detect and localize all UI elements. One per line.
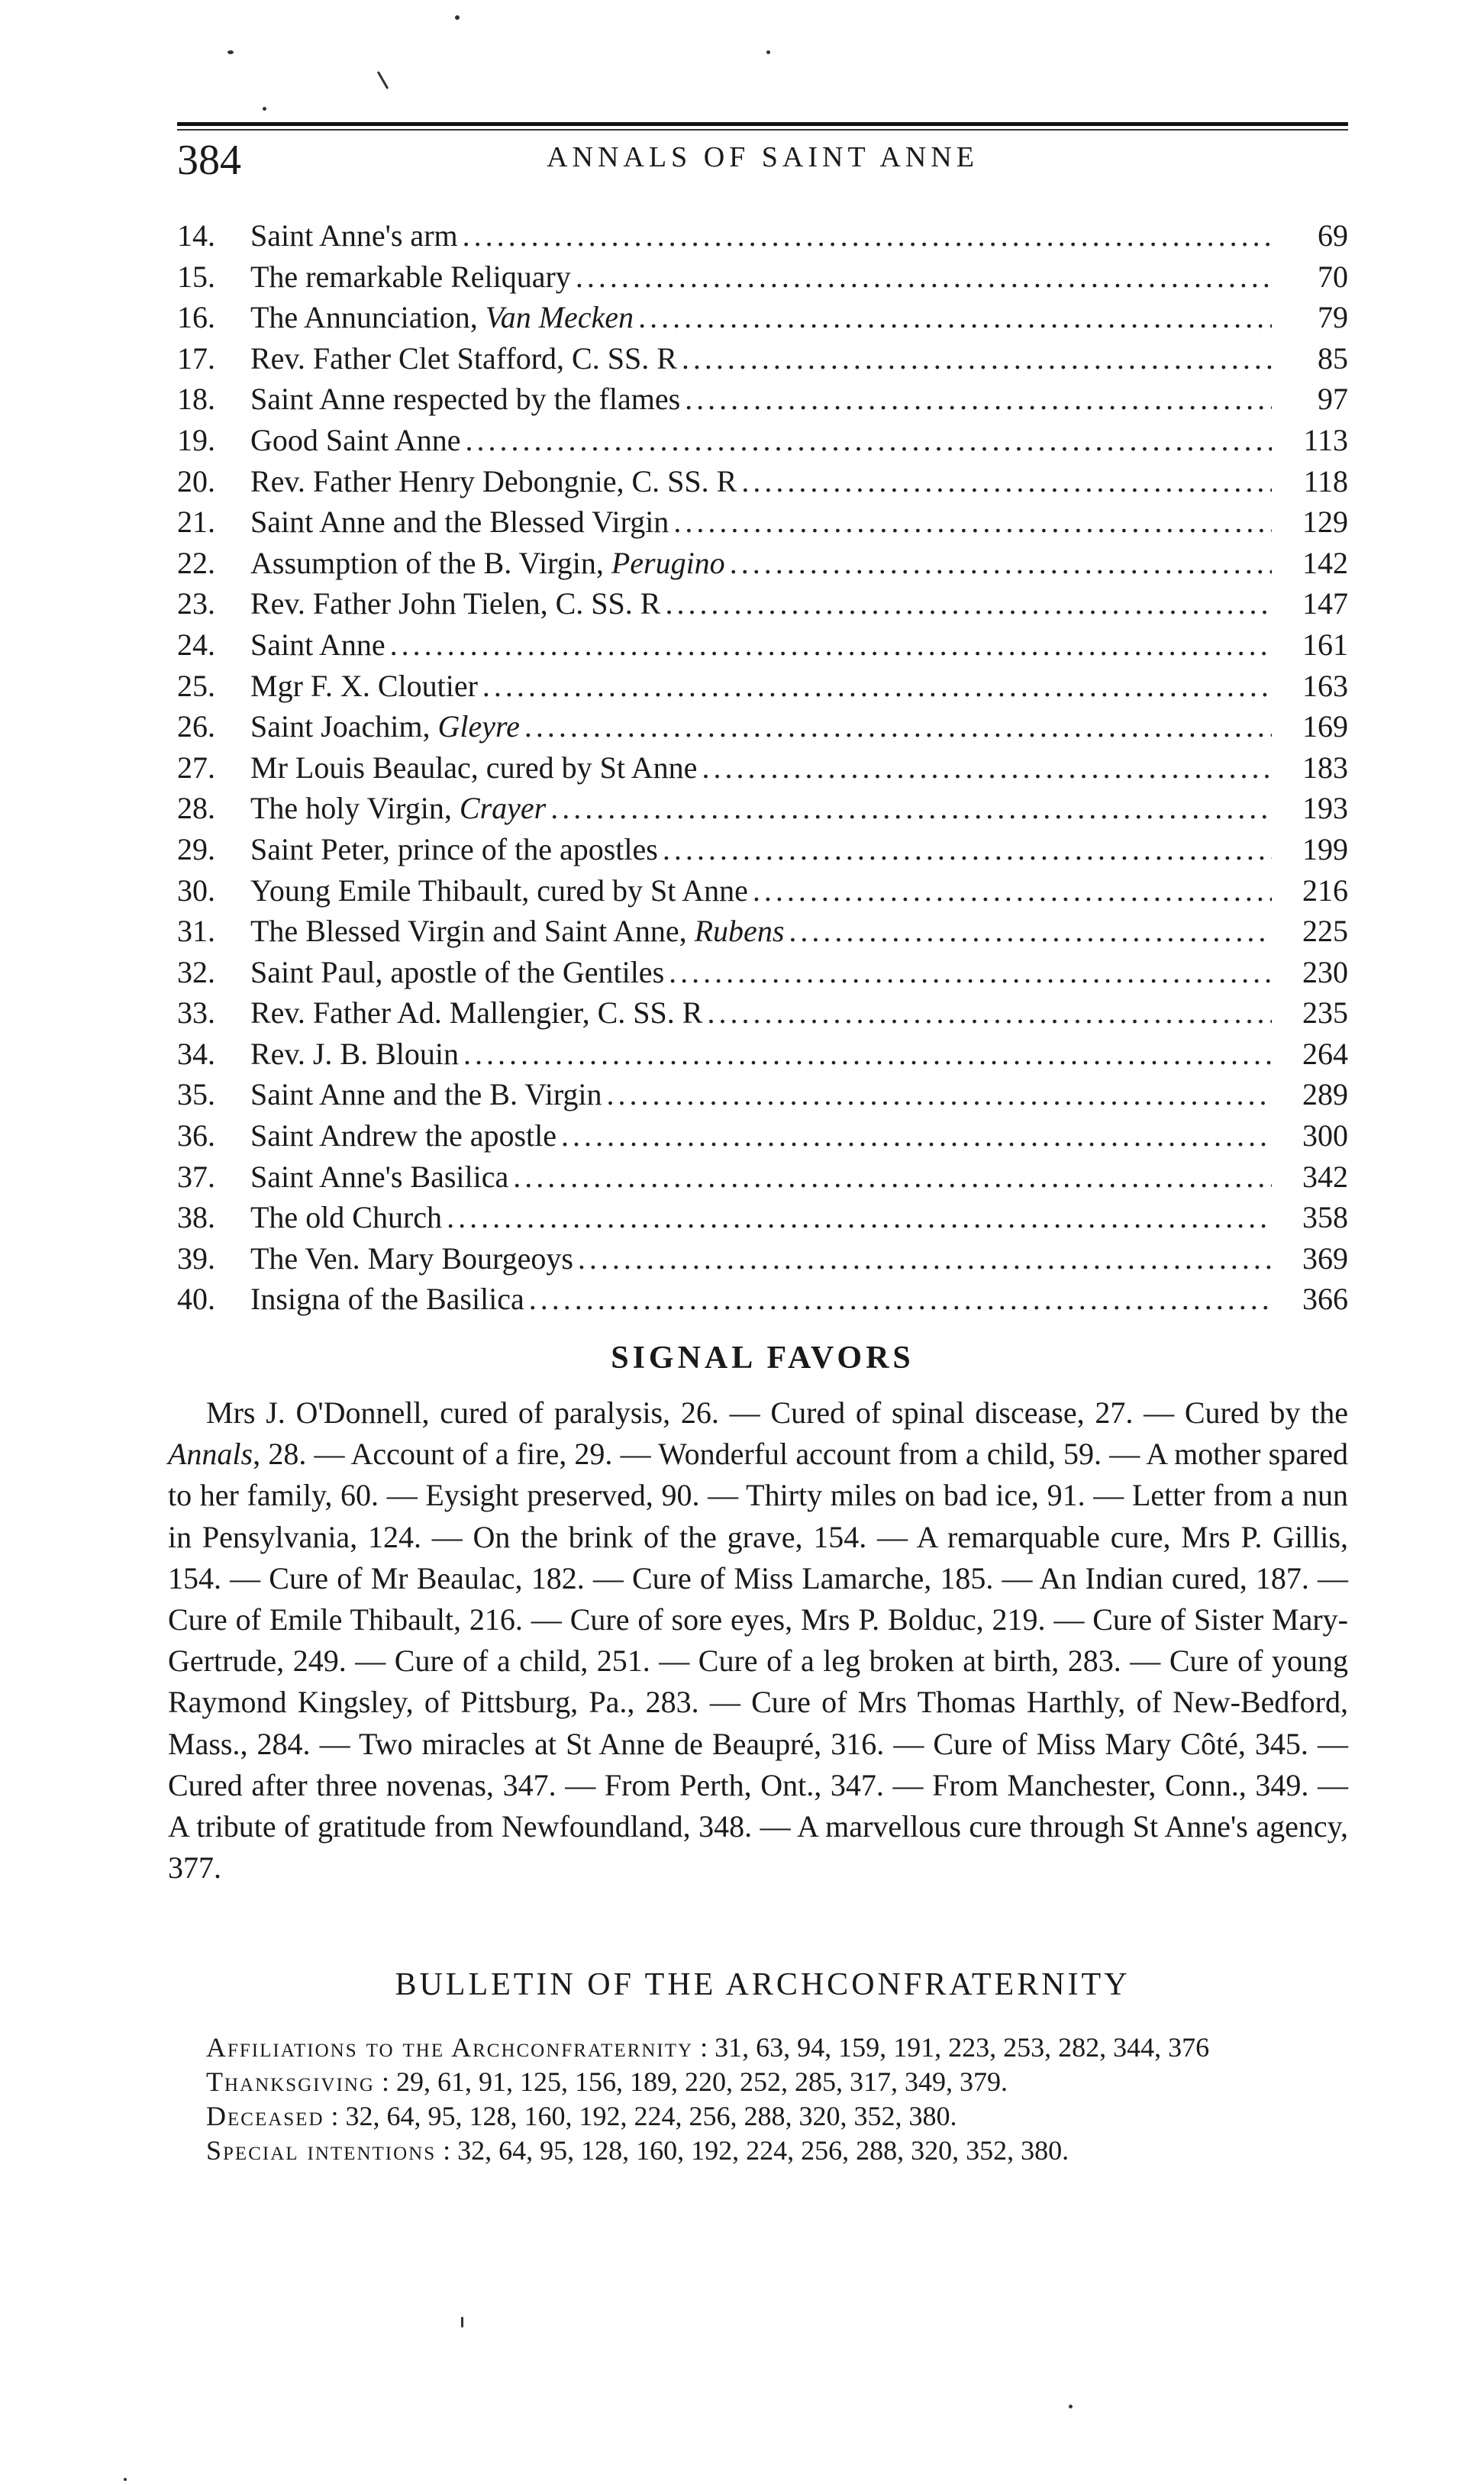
bulletin-entry: Thanksgiving : 29, 61, 91, 125, 156, 189, 220, 252, 285, 317, 349, 379. xyxy=(206,2066,1008,2097)
toc-number: 27. xyxy=(177,750,215,785)
ink-speck xyxy=(377,71,389,89)
toc-row xyxy=(177,1034,1348,1075)
toc-artist: Perugino xyxy=(611,545,725,580)
toc-row xyxy=(177,666,1348,707)
dot-leader xyxy=(753,870,1272,911)
dot-leader xyxy=(482,666,1272,707)
toc-title-text: Saint Anne respected by the flames xyxy=(250,382,681,417)
toc-title xyxy=(250,747,697,789)
toc-number: 35. xyxy=(177,1077,215,1112)
toc-title xyxy=(250,1115,556,1157)
ink-speck xyxy=(263,107,266,111)
toc-title-text: Mgr F. X. Cloutier xyxy=(250,668,478,703)
ink-speck xyxy=(124,2478,127,2481)
toc-title xyxy=(250,297,634,338)
toc-title xyxy=(250,1034,459,1075)
toc-title xyxy=(250,256,571,298)
dot-leader xyxy=(702,747,1272,789)
toc-title-text: Young Emile Thibault, cured by St Anne xyxy=(250,873,748,908)
toc-page-number: 342 xyxy=(1302,1159,1348,1194)
favors-italic: Annals xyxy=(168,1437,253,1472)
toc-row xyxy=(177,461,1348,502)
toc-row xyxy=(177,952,1348,993)
toc-title xyxy=(250,788,546,829)
dot-leader xyxy=(390,624,1272,666)
toc-page-number: 193 xyxy=(1302,791,1348,826)
toc-title-text: The holy Virgin, xyxy=(250,791,460,826)
toc-page-number: 183 xyxy=(1302,750,1348,785)
toc-page-number: 118 xyxy=(1303,463,1348,498)
toc-row xyxy=(177,256,1348,298)
toc-number: 15. xyxy=(177,259,215,294)
toc-title-text: Saint Paul, apostle of the Gentiles xyxy=(250,954,665,989)
toc-title-text: Good Saint Anne xyxy=(250,422,461,457)
toc-page-number: 97 xyxy=(1318,382,1348,417)
dot-leader xyxy=(463,1034,1272,1075)
toc-title-text: The Blessed Virgin and Saint Anne, xyxy=(250,914,695,949)
toc-page-number: 69 xyxy=(1318,218,1348,253)
dot-leader xyxy=(663,829,1272,870)
toc-title-text: Assumption of the B. Virgin, xyxy=(250,545,611,580)
toc-number: 16. xyxy=(177,300,215,335)
bulletin-entry: Deceased : 32, 64, 95, 128, 160, 192, 224, 256, 288, 320, 352, 380. xyxy=(206,2101,957,2131)
toc-row xyxy=(177,583,1348,624)
toc-number: 31. xyxy=(177,914,215,949)
header-rule-thin xyxy=(177,129,1348,131)
toc-title-text: Rev. J. B. Blouin xyxy=(250,1036,459,1071)
bulletin-entry: Affiliations to the Archconfraternity : 31, 63, 94, 159, 191, 223, 253, 282, 344, 376 xyxy=(206,2032,1210,2063)
dot-leader xyxy=(561,1115,1272,1157)
bulletin-label: Deceased xyxy=(206,2101,324,2131)
dot-leader xyxy=(524,706,1272,747)
dot-leader xyxy=(513,1157,1272,1198)
toc-title-text: Saint Anne's Basilica xyxy=(250,1159,509,1194)
toc-row xyxy=(177,1157,1348,1198)
toc-number: 26. xyxy=(177,709,215,744)
toc-page-number: 230 xyxy=(1302,954,1348,989)
illustrations-list xyxy=(177,215,1348,1320)
dot-leader xyxy=(789,911,1272,952)
toc-page-number: 366 xyxy=(1302,1282,1348,1317)
dot-leader xyxy=(578,1238,1272,1279)
toc-title-text: Saint Joachim, xyxy=(250,709,438,744)
toc-number: 19. xyxy=(177,422,215,457)
toc-title xyxy=(250,583,660,624)
toc-number: 24. xyxy=(177,627,215,662)
toc-page-number: 161 xyxy=(1302,627,1348,662)
toc-title xyxy=(250,461,737,502)
toc-row xyxy=(177,502,1348,543)
toc-title-text: Saint Andrew the apostle xyxy=(250,1118,557,1153)
toc-title-text: The old Church xyxy=(250,1200,443,1235)
toc-page-number: 85 xyxy=(1318,340,1348,376)
toc-artist: Crayer xyxy=(459,791,547,826)
toc-number: 20. xyxy=(177,463,215,498)
toc-row xyxy=(177,1238,1348,1279)
toc-row xyxy=(177,911,1348,952)
dot-leader xyxy=(576,256,1272,298)
header-rule xyxy=(177,122,1348,126)
toc-row xyxy=(177,788,1348,829)
toc-row xyxy=(177,1197,1348,1238)
toc-page-number: 369 xyxy=(1302,1240,1348,1276)
toc-page-number: 163 xyxy=(1302,668,1348,703)
toc-row xyxy=(177,420,1348,461)
toc-title-text: Saint Anne and the B. Virgin xyxy=(250,1077,602,1112)
toc-number: 38. xyxy=(177,1200,215,1235)
toc-page-number: 300 xyxy=(1302,1118,1348,1153)
toc-row xyxy=(177,215,1348,256)
toc-artist: Gleyre xyxy=(437,709,520,744)
toc-row xyxy=(177,747,1348,789)
toc-page-number: 225 xyxy=(1302,914,1348,949)
toc-title-text: The Annunciation, xyxy=(250,300,486,335)
bulletin-values: 32, 64, 95, 128, 160, 192, 224, 256, 288, 320, 352, 380. xyxy=(345,2101,957,2131)
bulletin-label: Affiliations to the Archconfraternity xyxy=(206,2032,694,2063)
dot-leader xyxy=(550,788,1272,829)
toc-number: 18. xyxy=(177,382,215,417)
toc-number: 22. xyxy=(177,545,215,580)
running-title: ANNALS OF SAINT ANNE xyxy=(547,141,979,173)
toc-title-text: Rev. Father Henry Debongnie, C. SS. R xyxy=(250,463,737,498)
toc-title xyxy=(250,420,461,461)
toc-page-number: 79 xyxy=(1318,300,1348,335)
toc-page-number: 147 xyxy=(1302,586,1348,621)
toc-title xyxy=(250,1074,602,1115)
dot-leader xyxy=(529,1279,1272,1320)
bulletin-list xyxy=(168,2031,1348,2168)
toc-title-text: Rev. Father Ad. Mallengier, C. SS. R xyxy=(250,995,703,1031)
toc-title-text: Saint Anne's arm xyxy=(250,218,458,253)
ink-speck xyxy=(461,2317,463,2328)
toc-title xyxy=(250,502,669,543)
toc-number: 34. xyxy=(177,1036,215,1071)
toc-title-text: Saint Peter, prince of the apostles xyxy=(250,831,658,866)
toc-number: 14. xyxy=(177,218,215,253)
signal-favors-heading: SIGNAL FAVORS xyxy=(611,1340,915,1376)
toc-page-number: 235 xyxy=(1302,995,1348,1031)
toc-number: 32. xyxy=(177,954,215,989)
toc-page-number: 358 xyxy=(1302,1200,1348,1235)
toc-number: 39. xyxy=(177,1240,215,1276)
toc-title xyxy=(250,829,658,870)
toc-row xyxy=(177,379,1348,420)
toc-row xyxy=(177,706,1348,747)
dot-leader xyxy=(730,543,1272,584)
toc-title xyxy=(250,1279,524,1320)
toc-row xyxy=(177,543,1348,584)
toc-number: 23. xyxy=(177,586,215,621)
dot-leader xyxy=(463,215,1272,256)
toc-title xyxy=(250,870,748,911)
toc-page-number: 113 xyxy=(1303,422,1348,457)
toc-title xyxy=(250,624,386,666)
dot-leader xyxy=(466,420,1272,461)
toc-title xyxy=(250,666,478,707)
favors-text-a: Mrs J. O'Donnell, cured of paralysis, 26. — Cured of spinal discease, 27. — Cured by the xyxy=(206,1395,1348,1430)
toc-page-number: 199 xyxy=(1302,831,1348,866)
bulletin-entry: Special intentions : 32, 64, 95, 128, 160, 192, 224, 256, 288, 320, 352, 380. xyxy=(206,2135,1069,2166)
toc-row xyxy=(177,1279,1348,1320)
toc-title-text: Rev. Father John Tielen, C. SS. R xyxy=(250,586,661,621)
dot-leader xyxy=(665,583,1272,624)
toc-number: 29. xyxy=(177,831,215,866)
toc-artist: Rubens xyxy=(694,914,785,949)
toc-row xyxy=(177,992,1348,1034)
toc-page-number: 289 xyxy=(1302,1077,1348,1112)
toc-page-number: 216 xyxy=(1302,873,1348,908)
toc-row xyxy=(177,870,1348,911)
toc-title xyxy=(250,1197,442,1238)
toc-number: 21. xyxy=(177,505,215,540)
ink-speck xyxy=(227,50,234,54)
toc-title-text: Insigna of the Basilica xyxy=(250,1282,524,1317)
ink-speck xyxy=(766,50,770,54)
toc-title-text: Saint Anne xyxy=(250,627,386,662)
toc-page-number: 129 xyxy=(1302,505,1348,540)
toc-title-text: The remarkable Reliquary xyxy=(250,259,571,294)
toc-title xyxy=(250,543,725,584)
dot-leader xyxy=(707,992,1272,1034)
toc-number: 33. xyxy=(177,995,215,1031)
toc-row xyxy=(177,297,1348,338)
ink-speck xyxy=(455,15,460,20)
toc-number: 30. xyxy=(177,873,215,908)
bulletin-label: Special intentions xyxy=(206,2135,437,2166)
toc-page-number: 70 xyxy=(1318,259,1348,294)
page-number: 384 xyxy=(177,137,241,184)
toc-number: 40. xyxy=(177,1282,215,1317)
toc-title xyxy=(250,911,784,952)
toc-title xyxy=(250,338,677,379)
toc-page-number: 142 xyxy=(1302,545,1348,580)
toc-title xyxy=(250,952,664,993)
toc-number: 37. xyxy=(177,1159,215,1194)
dot-leader xyxy=(741,461,1272,502)
favors-text-b: , 28. — Account of a fire, 29. — Wonderful account from a child, 59. — A mother spared to her family, 60. — Eysight preserved, 90. — Thirty miles on bad ice, 91. — Letter from a nun in Pensylvania, 124. — On the brink of the grave, 154. — A remarquable cure, Mrs P. Gillis, 154. — Cure of Mr Beaulac, 182. — Cure of Miss Lamarche, 185. — An Indian cured, 187. — Cure of Emile Thibault, 216. — Cure of sore eyes, Mrs P. Bolduc, 219. — Cure of Sister Mary-Gertrude, 249. — Cure of a child, 251. — Cure of a leg broken at birth, 283. — Cure of young Raymond Kingsley, of Pittsburg, Pa., 283. — Cure of Mrs Thomas Harthly, of New-Bedford, Mass., 284. — Two miracles at St Anne de Beaupré, 316. — Cure of Miss Mary Côté, 345. — Cured after three novenas, 347. — From Perth, Ont., 347. — From Manchester, Conn., 349. — A tribute of gratitude from Newfoundland, 348. — A marvellous cure through St Anne's agency, 377. xyxy=(168,1437,1348,1886)
dot-leader xyxy=(685,379,1272,420)
ink-speck xyxy=(1069,2405,1073,2408)
dot-leader xyxy=(682,338,1272,379)
toc-title xyxy=(250,1157,508,1198)
toc-title-text: Mr Louis Beaulac, cured by St Anne xyxy=(250,750,698,785)
toc-row xyxy=(177,1074,1348,1115)
toc-title xyxy=(250,706,520,747)
toc-title xyxy=(250,215,458,256)
toc-row xyxy=(177,1115,1348,1157)
toc-row xyxy=(177,624,1348,666)
bulletin-values: 29, 61, 91, 125, 156, 189, 220, 252, 285, 317, 349, 379. xyxy=(396,2066,1008,2097)
toc-number: 17. xyxy=(177,340,215,376)
bulletin-heading: BULLETIN OF THE ARCHCONFRATERNITY xyxy=(395,1967,1131,2002)
toc-row xyxy=(177,829,1348,870)
signal-favors-paragraph xyxy=(168,1392,1348,1889)
toc-number: 25. xyxy=(177,668,215,703)
toc-title xyxy=(250,1238,573,1279)
bulletin-values: 31, 63, 94, 159, 191, 223, 253, 282, 344, 376 xyxy=(715,2032,1210,2063)
dot-leader xyxy=(607,1074,1272,1115)
toc-row xyxy=(177,338,1348,379)
bulletin-label: Thanksgiving xyxy=(206,2066,375,2097)
bulletin-values: 32, 64, 95, 128, 160, 192, 224, 256, 288, 320, 352, 380. xyxy=(457,2135,1069,2166)
toc-number: 28. xyxy=(177,791,215,826)
dot-leader xyxy=(669,952,1272,993)
toc-title-text: Rev. Father Clet Stafford, C. SS. R xyxy=(250,340,677,376)
toc-number: 36. xyxy=(177,1118,215,1153)
dot-leader xyxy=(638,297,1272,338)
dot-leader xyxy=(673,502,1272,543)
toc-title-text: The Ven. Mary Bourgeoys xyxy=(250,1240,573,1276)
page-header xyxy=(177,136,1348,189)
toc-title xyxy=(250,992,702,1034)
dot-leader xyxy=(447,1197,1272,1238)
toc-title-text: Saint Anne and the Blessed Virgin xyxy=(250,505,669,540)
toc-page-number: 264 xyxy=(1302,1036,1348,1071)
toc-page-number: 169 xyxy=(1302,709,1348,744)
toc-title xyxy=(250,379,680,420)
toc-artist: Van Mecken xyxy=(485,300,634,335)
